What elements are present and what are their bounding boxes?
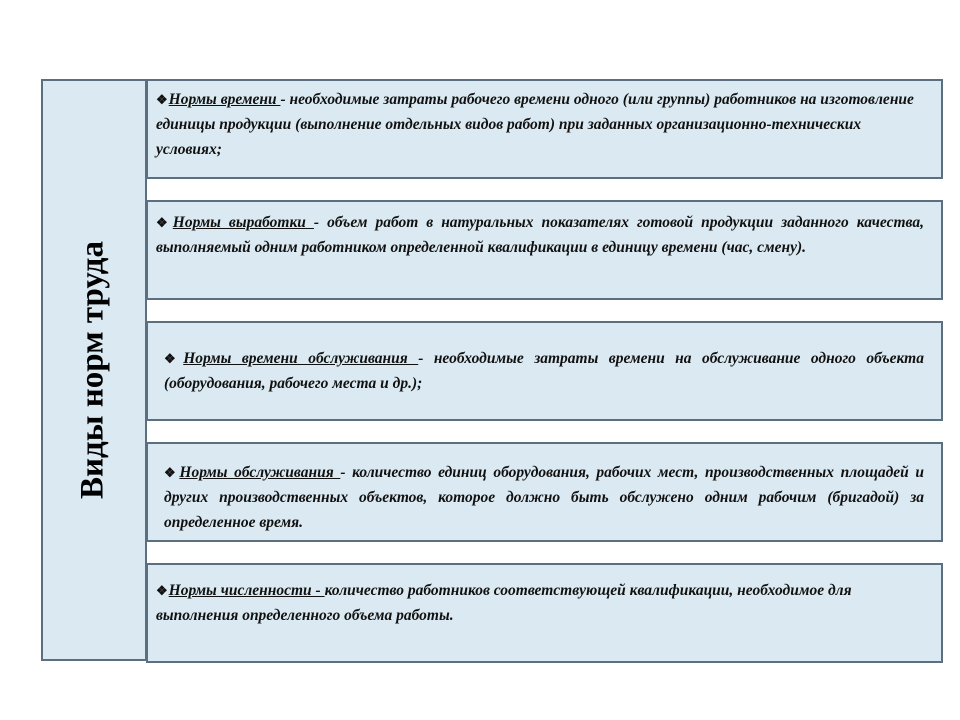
norm-term: Нормы выработки — [172, 214, 314, 231]
norm-definition: количество работников соответствующей квалификации, необходимое для выполнения определенного объема работы. — [156, 582, 852, 624]
diamond-bullet-icon: ❖ — [156, 215, 172, 230]
norm-text-service-time — [164, 346, 924, 396]
norm-term: Нормы обслуживания — [179, 464, 341, 481]
norm-term: Нормы времени — [168, 91, 281, 108]
diamond-bullet-icon: ❖ — [156, 92, 168, 107]
norm-term: Нормы численности - — [168, 582, 325, 599]
side-title: Виды норм труда — [74, 241, 111, 499]
norm-text-service — [164, 460, 924, 535]
diamond-bullet-icon: ❖ — [164, 351, 183, 366]
norm-definition: - количество единиц оборудования, рабочих мест, производственных площадей и других производственных объектов, которое должно быть обслужено одним рабочим (бригадой) за определенное время. — [164, 464, 925, 531]
norm-text-headcount — [156, 578, 926, 628]
norm-term: Нормы времени обслуживания — [183, 350, 419, 367]
diamond-bullet-icon: ❖ — [164, 465, 179, 480]
norm-text-time — [156, 87, 926, 162]
norm-definition: - объем работ в натуральных показателях готовой продукции заданного качества, выполняемый одним работником определенной квалификации в единицу времени (час, смену). — [156, 214, 924, 256]
norm-text-output — [156, 210, 924, 260]
norm-definition: - необходимые затраты времени на обслуживание одного объекта (оборудования, рабочего места и др.); — [164, 350, 924, 392]
norm-definition: - необходимые затраты рабочего времени одного (или группы) работников на изготовление единицы продукции (выполнение отдельных видов работ) при заданных организационно-технических условиях; — [156, 91, 914, 158]
diamond-bullet-icon: ❖ — [156, 583, 168, 598]
